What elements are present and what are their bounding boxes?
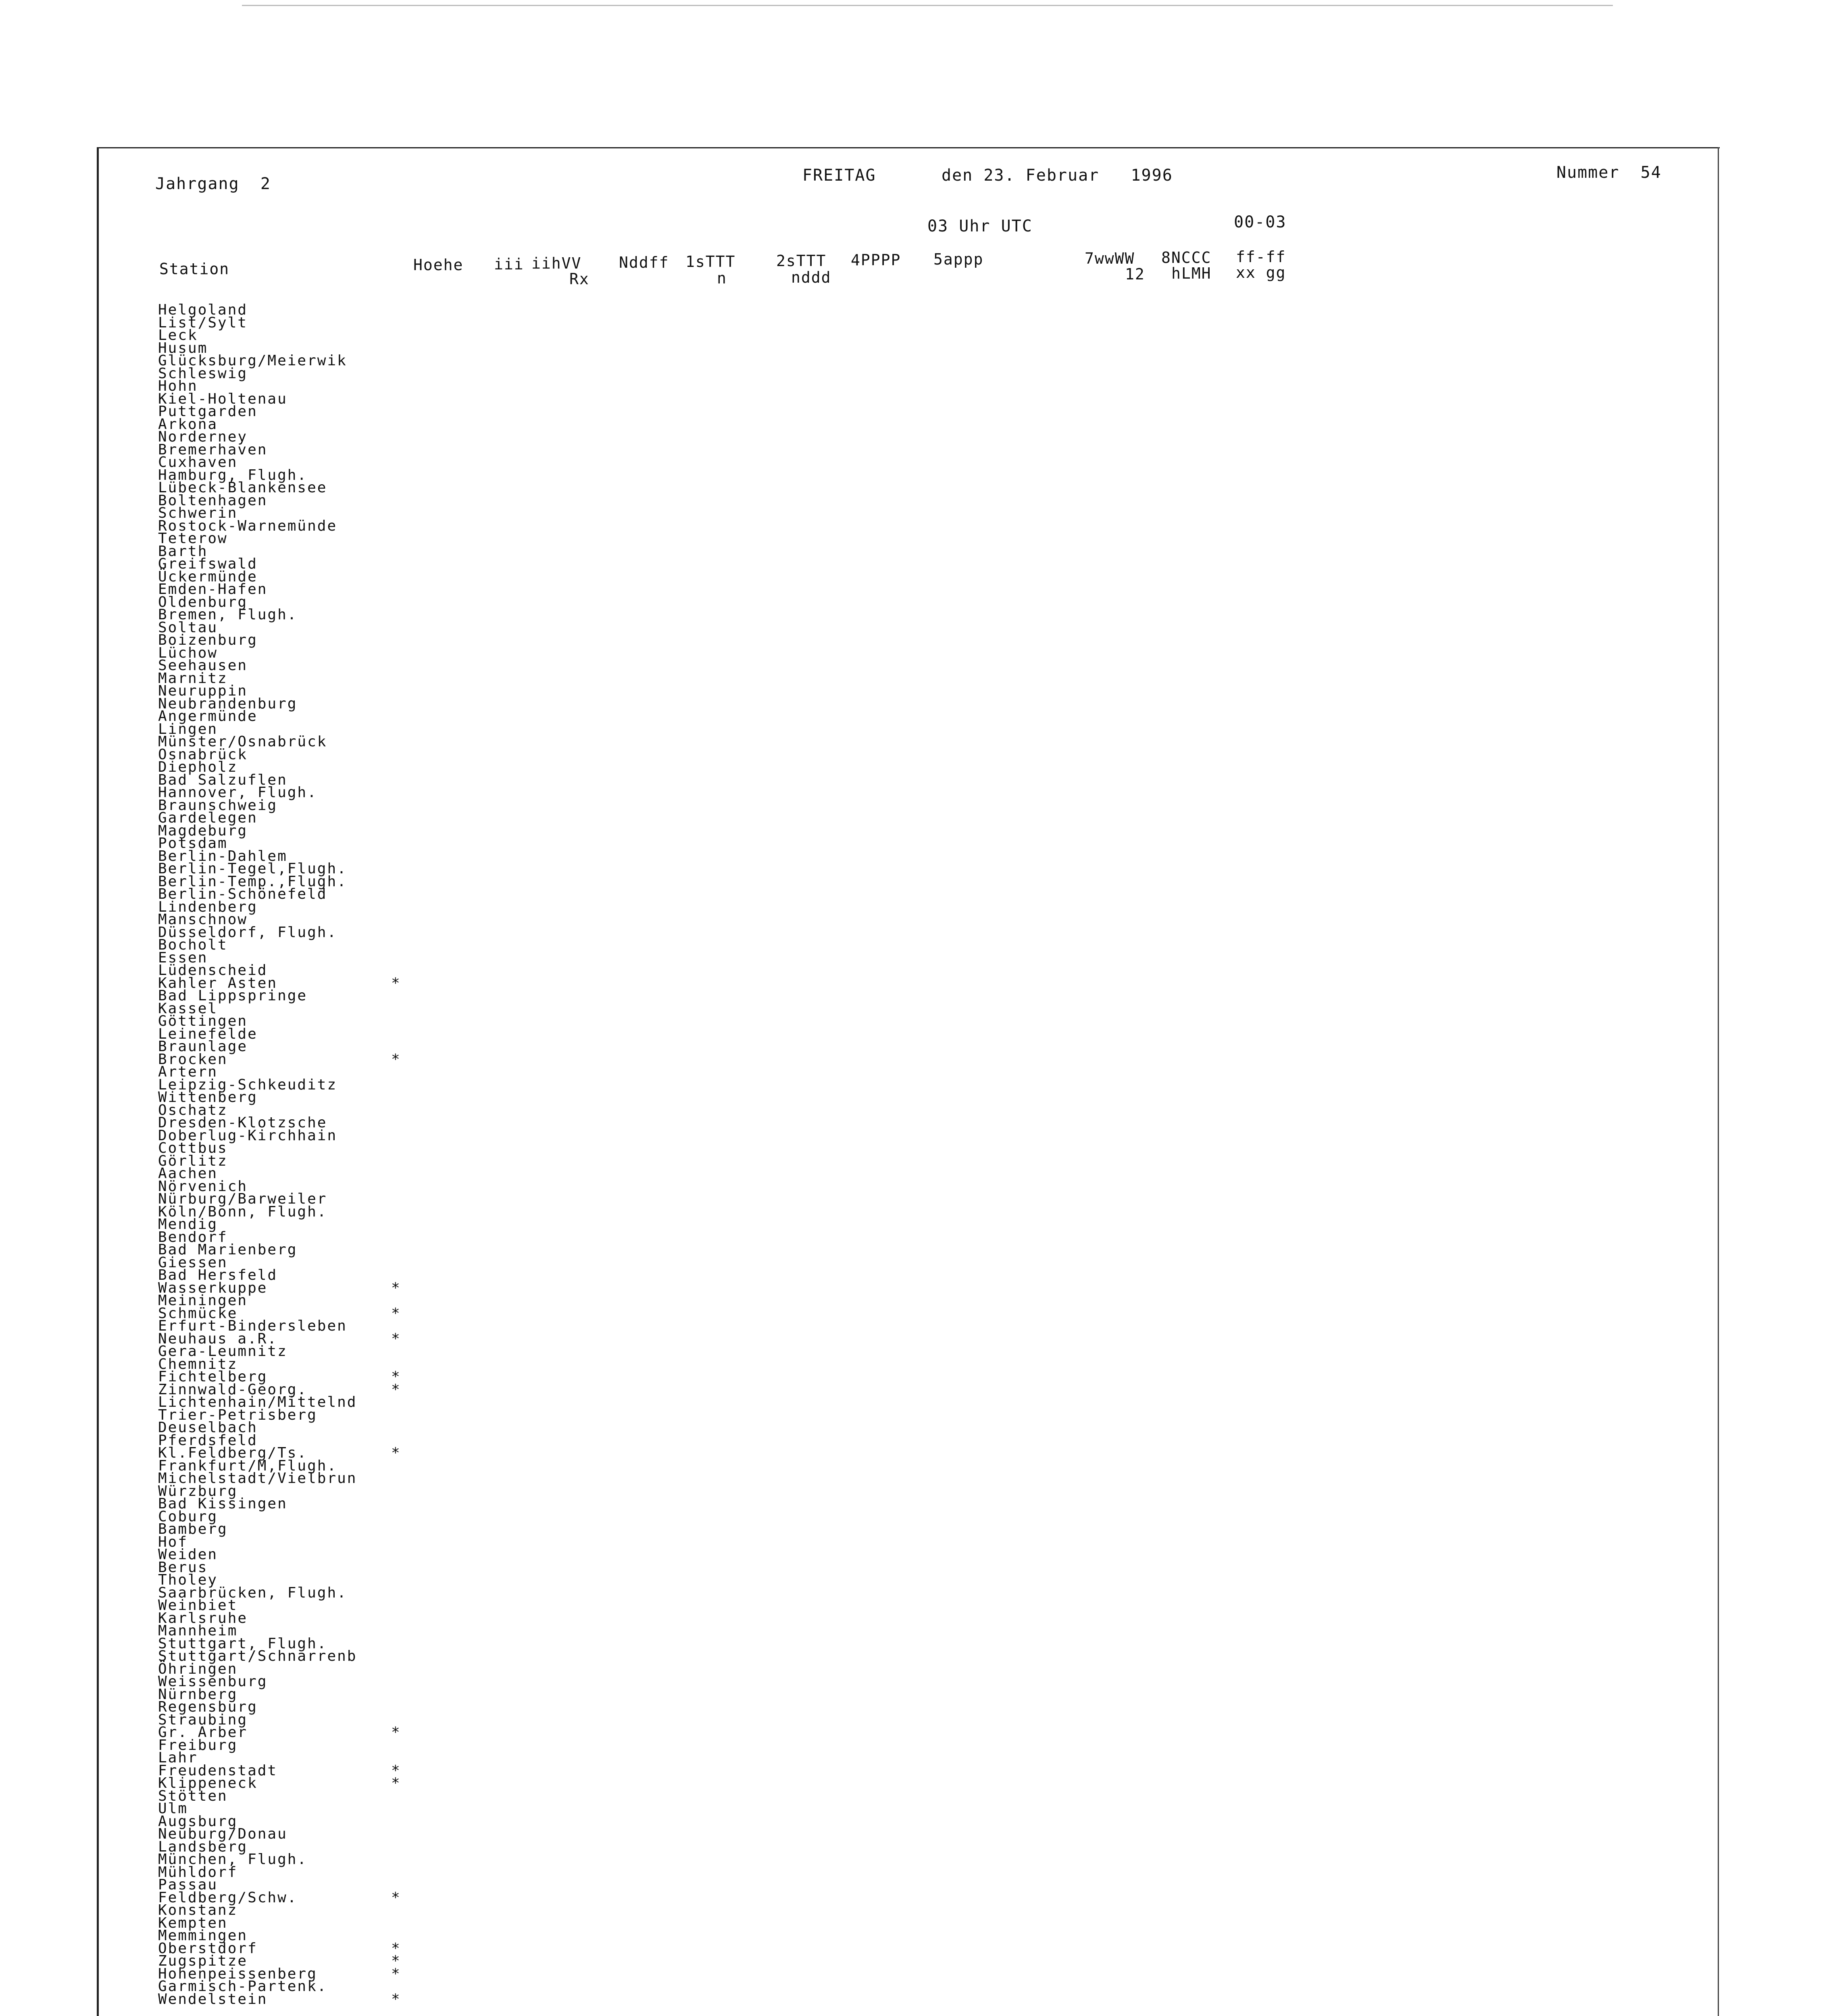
station-name: Fichtelberg (158, 1368, 268, 1385)
station-name: Michelstadt/Vielbrun (158, 1470, 357, 1487)
station-name: Bad Hersfeld (158, 1267, 278, 1283)
station-name: Teterow (158, 530, 228, 547)
station-name: Mannheim (158, 1622, 238, 1639)
station-name: Zinnwald-Georg. (158, 1381, 308, 1398)
col-hoehe: Hoehe (413, 256, 464, 274)
jahrgang-label: Jahrgang 2 (155, 175, 271, 193)
station-name: Saarbrücken, Flugh. (158, 1584, 347, 1601)
station-name: Schwerin (158, 505, 238, 521)
station-name: Bremen, Flugh. (158, 606, 298, 623)
station-name: Lichtenhain/Mittelnd (158, 1394, 357, 1410)
station-name: Hannover, Flugh. (158, 784, 317, 801)
col-nddff: Nddff (619, 254, 669, 271)
station-name: Oberstdorf (158, 1940, 258, 1957)
station-name: Braunlage (158, 1038, 248, 1055)
station-name: Nörvenich (158, 1178, 248, 1195)
station-name: Aachen (158, 1165, 218, 1182)
station-name: Straubing (158, 1711, 248, 1728)
col-2sttt: 2sTTT (776, 252, 827, 270)
station-name: Seehausen (158, 657, 248, 674)
station-name: Arkona (158, 416, 218, 433)
station-name: Neuhaus a.R. (158, 1330, 278, 1347)
station-name: Soltau (158, 619, 218, 636)
station-name: Schleswig (158, 365, 248, 382)
station-name: Kempten (158, 1914, 228, 1931)
station-name: Lüchow (158, 644, 218, 661)
station-name: Klippeneck (158, 1775, 258, 1791)
station-name: Weiden (158, 1546, 218, 1563)
col-ff: ff-ff (1236, 248, 1286, 266)
mountain-station-marker: * (391, 1305, 400, 1322)
station-name: Puttgarden (158, 403, 258, 420)
station-name: Coburg (158, 1508, 218, 1525)
station-name: Münster/Osnabrück (158, 733, 327, 750)
station-name: Lingen (158, 721, 218, 737)
station-name: Osnabrück (158, 746, 248, 763)
col-station: Station (159, 260, 230, 278)
station-name: Bremerhaven (158, 441, 268, 458)
station-name: Deuselbach (158, 1419, 258, 1436)
mountain-station-marker: * (391, 1368, 400, 1385)
observation-time: 03 Uhr UTC (927, 217, 1033, 235)
station-name: Görlitz (158, 1152, 228, 1169)
col-8nccc-sub: hLMH (1171, 264, 1212, 282)
mountain-station-marker: * (391, 1051, 400, 1068)
mountain-station-marker: * (391, 1724, 400, 1741)
station-name: München, Flugh. (158, 1851, 308, 1868)
station-name: Augsburg (158, 1813, 238, 1830)
station-name: Hohenpeissenberg (158, 1965, 317, 1982)
station-name: Berus (158, 1559, 208, 1576)
mountain-station-marker: * (391, 975, 400, 991)
station-name: Bendorf (158, 1229, 228, 1245)
station-name: Braunschweig (158, 797, 278, 814)
station-name: Öhringen (158, 1660, 238, 1677)
sheet-right-edge (1718, 147, 1719, 2016)
station-name: Diepholz (158, 759, 238, 775)
station-name: Cuxhaven (158, 454, 238, 471)
station-name: Freiburg (158, 1737, 238, 1754)
station-name: Pferdsfeld (158, 1432, 258, 1449)
station-name: Lahr (158, 1749, 198, 1766)
station-name: Köln/Bonn, Flugh. (158, 1203, 327, 1220)
col-ff-sub: xx gg (1236, 264, 1286, 281)
station-name: Chemnitz (158, 1356, 238, 1372)
station-name: Glücksburg/Meierwik (158, 352, 347, 369)
mountain-station-marker: * (391, 1775, 400, 1791)
station-name: Bamberg (158, 1521, 228, 1537)
station-name: Kahler Asten (158, 975, 278, 991)
station-name: Husum (158, 339, 208, 356)
mountain-station-marker: * (391, 1953, 400, 1969)
station-name: Marnitz (158, 670, 228, 687)
station-name: Weinbiet (158, 1597, 238, 1614)
station-name: Brocken (158, 1051, 228, 1068)
station-name: Nürnberg (158, 1686, 238, 1703)
station-name: Konstanz (158, 1902, 238, 1918)
station-name: Cottbus (158, 1140, 228, 1156)
station-name: Regensburg (158, 1699, 258, 1715)
col-5appp: 5appp (933, 250, 984, 268)
col-8nccc: 8NCCC (1161, 249, 1212, 267)
station-name: Boltenhagen (158, 492, 268, 509)
station-name: Hohn (158, 378, 198, 394)
station-name: List/Sylt (158, 314, 248, 331)
station-name: Erfurt-Bindersleben (158, 1318, 347, 1334)
station-name: Weissenburg (158, 1673, 268, 1690)
mountain-station-marker: * (391, 1279, 400, 1296)
station-name: Berlin-Tegel,Flugh. (158, 860, 347, 877)
col-iii: iii (494, 255, 524, 273)
station-name: Leck (158, 327, 198, 344)
station-name: Wendelstein (158, 1991, 268, 2008)
station-name: Angermünde (158, 708, 258, 725)
mountain-station-marker: * (391, 1330, 400, 1347)
station-name: Artern (158, 1064, 218, 1080)
station-name: Garmisch-Partenk. (158, 1978, 327, 1995)
weekday: FREITAG (802, 166, 876, 185)
station-name: Leipzig-Schkeuditz (158, 1076, 337, 1093)
station-name: Giessen (158, 1254, 228, 1271)
station-name: Rostock-Warnemünde (158, 517, 337, 534)
station-name: Wittenberg (158, 1089, 258, 1106)
station-name: Berlin-Dahlem (158, 848, 287, 864)
mountain-station-marker: * (391, 1445, 400, 1461)
station-name: Mühldorf (158, 1864, 238, 1881)
station-name: Ückermünde (158, 568, 258, 585)
station-name: Stuttgart/Schnarrenb (158, 1648, 357, 1664)
station-name: Schmücke (158, 1305, 238, 1322)
station-name: Bad Marienberg (158, 1241, 298, 1258)
station-name: Frankfurt/M,Flugh. (158, 1457, 337, 1474)
station-name: Helgoland (158, 302, 248, 318)
station-name: Gr. Arber (158, 1724, 248, 1741)
station-name: Emden-Hafen (158, 581, 268, 598)
station-name: Bocholt (158, 937, 228, 953)
mountain-station-marker: * (391, 1381, 400, 1398)
col-1sttt: 1sTTT (685, 253, 736, 271)
station-name: Neuruppin (158, 683, 248, 699)
station-name: Lüdenscheid (158, 962, 268, 979)
station-name: Barth (158, 543, 208, 560)
station-name: Tholey (158, 1572, 218, 1588)
station-name: Berlin-Schönefeld (158, 886, 327, 902)
station-name: Oschatz (158, 1102, 228, 1118)
col-1sttt-sub: n (717, 269, 727, 287)
station-name: Norderney (158, 429, 248, 445)
station-name: Magdeburg (158, 822, 248, 839)
station-name: Meiningen (158, 1292, 248, 1309)
station-name: Stötten (158, 1787, 228, 1804)
station-name: Zugspitze (158, 1953, 248, 1969)
station-name: Gera-Leumnitz (158, 1343, 287, 1360)
time-range: 00-03 (1234, 213, 1287, 231)
station-name: Nürburg/Barweiler (158, 1191, 327, 1207)
mountain-station-marker: * (391, 1965, 400, 1982)
mountain-station-marker: * (391, 1991, 400, 2008)
station-name: Manschnow (158, 911, 248, 928)
station-name: Ulm (158, 1800, 188, 1817)
station-name: Kl.Feldberg/Ts. (158, 1445, 308, 1461)
station-name: Bad Kissingen (158, 1495, 287, 1512)
col-2sttt-sub: nddd (791, 269, 831, 286)
col-4pppp: 4PPPP (851, 251, 901, 269)
col-7wwww: 7wwWW (1085, 250, 1135, 267)
station-name: Kassel (158, 1000, 218, 1017)
report-date: den 23. Februar 1996 (942, 166, 1173, 185)
station-name: Hamburg, Flugh. (158, 467, 308, 483)
station-name: Landsberg (158, 1838, 248, 1855)
report-sheet (97, 147, 1720, 2016)
station-name: Hof (158, 1533, 188, 1550)
station-name: Boizenburg (158, 632, 258, 648)
station-name: Greifswald (158, 556, 258, 572)
station-name: Neuburg/Donau (158, 1826, 287, 1842)
station-name: Trier-Petrisberg (158, 1406, 317, 1423)
mountain-station-marker: * (391, 1940, 400, 1957)
station-name: Doberlug-Kirchhain (158, 1127, 337, 1144)
station-name: Göttingen (158, 1013, 248, 1029)
mountain-station-marker: * (391, 1889, 400, 1906)
station-name: Oldenburg (158, 594, 248, 610)
station-name: Essen (158, 949, 208, 966)
station-name: Feldberg/Schw. (158, 1889, 298, 1906)
scan-top-line (242, 5, 1613, 6)
station-name: Freudenstadt (158, 1762, 278, 1779)
station-name: Mendig (158, 1216, 218, 1233)
station-name: Düsseldorf, Flugh. (158, 924, 337, 941)
station-name: Leinefelde (158, 1025, 258, 1042)
station-name: Lübeck-Blankensee (158, 479, 327, 496)
station-name: Potsdam (158, 835, 228, 852)
station-name: Memmingen (158, 1927, 248, 1944)
col-iihvv: iihVV (531, 254, 582, 272)
station-name: Würzburg (158, 1483, 238, 1500)
col-iihvv-sub: Rx (569, 270, 590, 288)
station-name: Berlin-Temp.,Flugh. (158, 873, 347, 890)
station-name: Dresden-Klotzsche (158, 1114, 327, 1131)
station-name: Stuttgart, Flugh. (158, 1635, 327, 1652)
station-name: Neubrandenburg (158, 695, 298, 712)
station-name: Passau (158, 1876, 218, 1893)
station-name: Kiel-Holtenau (158, 390, 287, 407)
station-name: Bad Lippspringe (158, 987, 308, 1004)
col-7wwww-sub: 12 (1125, 265, 1145, 283)
station-name: Gardelegen (158, 810, 258, 826)
issue-number: Nummer 54 (1556, 163, 1662, 182)
station-name: Karlsruhe (158, 1610, 248, 1627)
station-name: Wasserkuppe (158, 1279, 268, 1296)
station-name: Lindenberg (158, 898, 258, 915)
station-name: Bad Salzuflen (158, 771, 287, 788)
mountain-station-marker: * (391, 1762, 400, 1779)
